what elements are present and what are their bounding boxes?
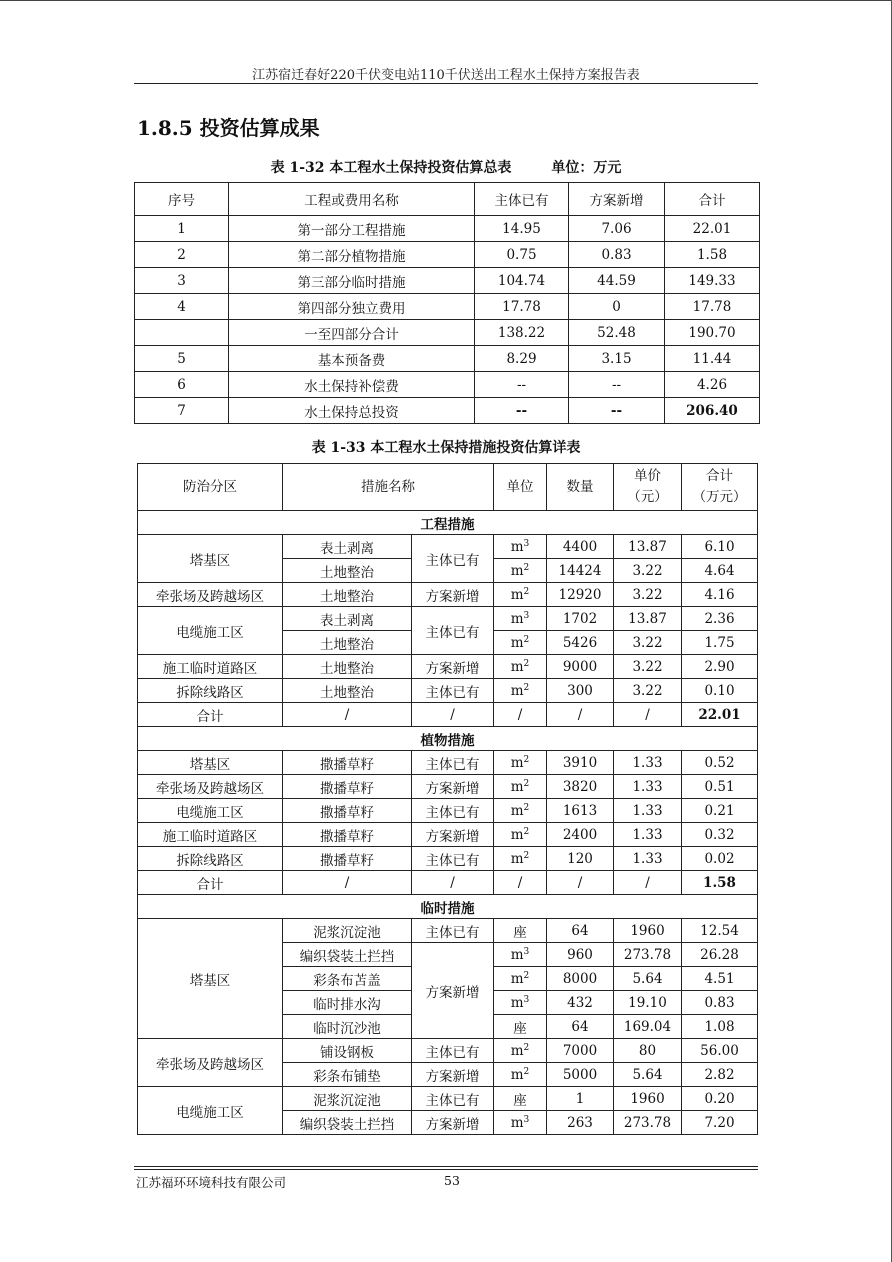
- unit-exponent: 2: [523, 970, 530, 981]
- total-cell: 0.20: [682, 1087, 758, 1111]
- table-row: [138, 775, 758, 799]
- column-header: 工程或费用名称: [229, 183, 475, 216]
- column-header: [682, 464, 758, 511]
- total-cell: 1.08: [682, 1015, 758, 1039]
- section-row: [138, 895, 758, 919]
- section-heading: 工程措施: [138, 511, 758, 535]
- unit-cell: [494, 607, 547, 631]
- table-cell: 17.78: [665, 294, 760, 320]
- measure-cell: 表土剥离: [283, 607, 412, 631]
- unit-exponent: 2: [523, 1066, 530, 1077]
- unit-exponent: 2: [523, 802, 530, 813]
- table-cell: 22.01: [665, 216, 760, 242]
- zone-cell: 电缆施工区: [138, 799, 283, 823]
- source-cell: 方案新增: [412, 655, 494, 679]
- total-cell: 0.52: [682, 751, 758, 775]
- qty-cell: 14424: [547, 559, 614, 583]
- column-header: [614, 464, 682, 511]
- measure-cell: 土地整治: [283, 679, 412, 703]
- table-row: [135, 242, 760, 268]
- source-cell: 主体已有: [412, 607, 494, 655]
- table-cell: --: [569, 398, 665, 424]
- unit-exponent: 2: [523, 562, 530, 573]
- measure-cell: 编织袋装土拦挡: [283, 1111, 412, 1135]
- table-row: [138, 751, 758, 775]
- table-cell: 一至四部分合计: [229, 320, 475, 346]
- table-cell: 1: [135, 216, 229, 242]
- price-cell: 3.22: [614, 655, 682, 679]
- price-cell: 3.22: [614, 631, 682, 655]
- price-cell: 80: [614, 1039, 682, 1063]
- unit-cell: [494, 751, 547, 775]
- slash-cell: /: [412, 871, 494, 895]
- source-cell: 方案新增: [412, 583, 494, 607]
- table-cell: --: [475, 398, 569, 424]
- unit-text: m: [510, 778, 524, 795]
- zone-cell: 电缆施工区: [138, 607, 283, 655]
- zone-cell: 牵张场及跨越场区: [138, 1039, 283, 1087]
- subtotal-label: 合计: [138, 703, 283, 727]
- table-cell: 第二部分植物措施: [229, 242, 475, 268]
- price-cell: 1.33: [614, 823, 682, 847]
- unit-cell: [494, 535, 547, 559]
- table-cell: 11.44: [665, 346, 760, 372]
- unit-text: m: [510, 634, 524, 651]
- unit-text: m: [510, 994, 524, 1011]
- qty-cell: 263: [547, 1111, 614, 1135]
- qty-cell: 3820: [547, 775, 614, 799]
- unit-exponent: 3: [523, 994, 530, 1005]
- source-cell: 主体已有: [412, 535, 494, 583]
- table-cell: --: [569, 372, 665, 398]
- price-cell: 273.78: [614, 943, 682, 967]
- measure-cell: 彩条布苫盖: [283, 967, 412, 991]
- qty-cell: 120: [547, 847, 614, 871]
- table-cell: 149.33: [665, 268, 760, 294]
- table-cell: 0: [569, 294, 665, 320]
- unit-text: m: [510, 826, 524, 843]
- price-cell: 1.33: [614, 751, 682, 775]
- unit-exponent: 2: [523, 778, 530, 789]
- column-header: 防治分区: [138, 464, 283, 511]
- table-row: [138, 607, 758, 631]
- qty-cell: 2400: [547, 823, 614, 847]
- price-cell: 3.22: [614, 559, 682, 583]
- footer-company: 江苏福环环境科技有限公司: [136, 1175, 287, 1190]
- total-cell: 0.02: [682, 847, 758, 871]
- table-cell: 水土保持总投资: [229, 398, 475, 424]
- qty-cell: 9000: [547, 655, 614, 679]
- unit-text: m: [510, 1066, 524, 1083]
- source-cell: 主体已有: [412, 919, 494, 943]
- unit-cell: 座: [494, 919, 547, 943]
- table-row: [138, 799, 758, 823]
- unit-exponent: 2: [523, 658, 530, 669]
- section-heading: 临时措施: [138, 895, 758, 919]
- unit-exponent: 3: [523, 946, 530, 957]
- table-cell: 52.48: [569, 320, 665, 346]
- footer-rule: [134, 1169, 758, 1170]
- slash-cell: /: [614, 871, 682, 895]
- zone-cell: 施工临时道路区: [138, 823, 283, 847]
- unit-cell: [494, 1111, 547, 1135]
- table-row: [135, 372, 760, 398]
- table-row: [138, 847, 758, 871]
- measure-cell: 撒播草籽: [283, 751, 412, 775]
- table-row: [135, 320, 760, 346]
- unit-cell: 座: [494, 1087, 547, 1111]
- price-cell: 1.33: [614, 847, 682, 871]
- qty-cell: 4400: [547, 535, 614, 559]
- slash-cell: /: [614, 703, 682, 727]
- source-cell: 主体已有: [412, 751, 494, 775]
- unit-text: m: [510, 658, 524, 675]
- unit-cell: [494, 583, 547, 607]
- qty-cell: 1: [547, 1087, 614, 1111]
- total-cell: 4.51: [682, 967, 758, 991]
- grand-total-cell: 206.40: [665, 398, 760, 424]
- table-row: [138, 679, 758, 703]
- source-cell: 方案新增: [412, 1111, 494, 1135]
- column-header: 单位: [494, 464, 547, 511]
- qty-cell: 5426: [547, 631, 614, 655]
- table-cell: [135, 320, 229, 346]
- qty-cell: 300: [547, 679, 614, 703]
- table-row: [135, 346, 760, 372]
- qty-cell: 64: [547, 1015, 614, 1039]
- source-cell: 方案新增: [412, 1063, 494, 1087]
- subtotal-row: [138, 703, 758, 727]
- measure-cell: 铺设钢板: [283, 1039, 412, 1063]
- zone-cell: 施工临时道路区: [138, 655, 283, 679]
- table-row: [138, 919, 758, 943]
- qty-cell: 5000: [547, 1063, 614, 1087]
- total-cell: 4.16: [682, 583, 758, 607]
- table-cell: 104.74: [475, 268, 569, 294]
- source-cell: 方案新增: [412, 943, 494, 1039]
- qty-cell: 3910: [547, 751, 614, 775]
- zone-cell: 塔基区: [138, 751, 283, 775]
- unit-exponent: 2: [523, 586, 530, 597]
- price-cell: 19.10: [614, 991, 682, 1015]
- unit-text: m: [510, 562, 524, 579]
- table-cell: 6: [135, 372, 229, 398]
- price-cell: 3.22: [614, 583, 682, 607]
- unit-cell: 座: [494, 1015, 547, 1039]
- source-cell: 主体已有: [412, 1087, 494, 1111]
- table-cell: 4: [135, 294, 229, 320]
- measure-cell: 土地整治: [283, 631, 412, 655]
- unit-exponent: 3: [523, 610, 530, 621]
- unit-text: m: [510, 538, 524, 555]
- total-cell: 0.32: [682, 823, 758, 847]
- unit-exponent: 2: [523, 1042, 530, 1053]
- table-cell: --: [475, 372, 569, 398]
- section-row: [138, 511, 758, 535]
- unit-cell: [494, 943, 547, 967]
- unit-exponent: 2: [523, 682, 530, 693]
- measure-cell: 临时沉沙池: [283, 1015, 412, 1039]
- qty-cell: 960: [547, 943, 614, 967]
- qty-cell: 64: [547, 919, 614, 943]
- table-row: [135, 216, 760, 242]
- table1-caption-text: 表 1-32 本工程水土保持投资估算总表: [270, 160, 512, 176]
- unit-cell: [494, 1039, 547, 1063]
- qty-cell: 12920: [547, 583, 614, 607]
- unit-cell: [494, 1063, 547, 1087]
- unit-cell: [494, 631, 547, 655]
- price-cell: 13.87: [614, 607, 682, 631]
- column-header: 序号: [135, 183, 229, 216]
- measure-cell: 撒播草籽: [283, 847, 412, 871]
- measure-cell: 表土剥离: [283, 535, 412, 559]
- unit-cell: [494, 655, 547, 679]
- table-row: [138, 1039, 758, 1063]
- measure-cell: 泥浆沉淀池: [283, 919, 412, 943]
- measure-cell: 彩条布铺垫: [283, 1063, 412, 1087]
- measure-cell: 土地整治: [283, 655, 412, 679]
- total-cell: 0.83: [682, 991, 758, 1015]
- measure-cell: 土地整治: [283, 583, 412, 607]
- qty-cell: 8000: [547, 967, 614, 991]
- table-cell: 1.58: [665, 242, 760, 268]
- measure-cell: 临时排水沟: [283, 991, 412, 1015]
- table-cell: 第一部分工程措施: [229, 216, 475, 242]
- unit-cell: [494, 991, 547, 1015]
- unit-text: m: [510, 754, 524, 771]
- table-row: [135, 294, 760, 320]
- unit-text: m: [510, 586, 524, 603]
- table1-caption: [134, 157, 758, 177]
- unit-cell: [494, 799, 547, 823]
- column-header: 方案新增: [569, 183, 665, 216]
- header-line: 单价: [634, 468, 661, 484]
- total-cell: 4.64: [682, 559, 758, 583]
- total-cell: 2.82: [682, 1063, 758, 1087]
- price-cell: 1.33: [614, 775, 682, 799]
- zone-cell: 塔基区: [138, 535, 283, 583]
- qty-cell: 7000: [547, 1039, 614, 1063]
- qty-cell: 1613: [547, 799, 614, 823]
- measure-cell: 编织袋装土拦挡: [283, 943, 412, 967]
- slash-cell: /: [283, 703, 412, 727]
- total-cell: 1.75: [682, 631, 758, 655]
- price-cell: 3.22: [614, 679, 682, 703]
- slash-cell: /: [547, 703, 614, 727]
- table-row: [138, 1087, 758, 1111]
- unit-exponent: 3: [523, 538, 530, 549]
- slash-cell: /: [547, 871, 614, 895]
- total-cell: 7.20: [682, 1111, 758, 1135]
- table-row: [138, 655, 758, 679]
- table-row: [135, 398, 760, 424]
- section-heading: 植物措施: [138, 727, 758, 751]
- table-cell: 8.29: [475, 346, 569, 372]
- table1-unit: 单位：万元: [551, 160, 622, 176]
- header-line: （万元）: [692, 489, 747, 505]
- zone-cell: 拆除线路区: [138, 847, 283, 871]
- table-cell: 7.06: [569, 216, 665, 242]
- table-row: [138, 823, 758, 847]
- measure-cell: 撒播草籽: [283, 823, 412, 847]
- subtotal-row: [138, 871, 758, 895]
- table-cell: 第四部分独立费用: [229, 294, 475, 320]
- unit-text: m: [510, 850, 524, 867]
- header-rule: [134, 83, 758, 84]
- source-cell: 方案新增: [412, 823, 494, 847]
- subtotal-value: 22.01: [682, 703, 758, 727]
- unit-text: m: [510, 682, 524, 699]
- measure-cell: 泥浆沉淀池: [283, 1087, 412, 1111]
- subtotal-value: 1.58: [682, 871, 758, 895]
- unit-exponent: 2: [523, 850, 530, 861]
- measure-cell: 撒播草籽: [283, 775, 412, 799]
- table-cell: 第三部分临时措施: [229, 268, 475, 294]
- table-header-row: [138, 464, 758, 511]
- price-cell: 273.78: [614, 1111, 682, 1135]
- price-cell: 1960: [614, 1087, 682, 1111]
- column-header: 措施名称: [283, 464, 494, 511]
- investment-summary-table: [134, 182, 760, 424]
- unit-text: m: [510, 1114, 524, 1131]
- table2-caption: 表 1-33 本工程水土保持措施投资估算详表: [311, 440, 581, 456]
- total-cell: 2.36: [682, 607, 758, 631]
- unit-text: m: [510, 970, 524, 987]
- price-cell: 13.87: [614, 535, 682, 559]
- table-cell: 水土保持补偿费: [229, 372, 475, 398]
- total-cell: 0.21: [682, 799, 758, 823]
- total-cell: 2.90: [682, 655, 758, 679]
- unit-exponent: 2: [523, 634, 530, 645]
- subtotal-label: 合计: [138, 871, 283, 895]
- investment-detail-table: [137, 463, 758, 1135]
- unit-text: m: [510, 946, 524, 963]
- table-cell: 17.78: [475, 294, 569, 320]
- table-header-row: [135, 183, 760, 216]
- page-top-border: [0, 0, 892, 1]
- running-header: 江苏宿迁春好220千伏变电站110千伏送出工程水土保持方案报告表: [252, 68, 640, 83]
- source-cell: 方案新增: [412, 775, 494, 799]
- zone-cell: 牵张场及跨越场区: [138, 775, 283, 799]
- price-cell: 5.64: [614, 967, 682, 991]
- slash-cell: /: [494, 871, 547, 895]
- table-cell: 7: [135, 398, 229, 424]
- unit-cell: [494, 679, 547, 703]
- total-cell: 6.10: [682, 535, 758, 559]
- measure-cell: 土地整治: [283, 559, 412, 583]
- table-cell: 3.15: [569, 346, 665, 372]
- zone-cell: 塔基区: [138, 919, 283, 1039]
- header-line: （元）: [627, 489, 668, 505]
- column-header: 主体已有: [475, 183, 569, 216]
- table-cell: 3: [135, 268, 229, 294]
- source-cell: 主体已有: [412, 1039, 494, 1063]
- zone-cell: 电缆施工区: [138, 1087, 283, 1135]
- table-cell: 14.95: [475, 216, 569, 242]
- unit-cell: [494, 775, 547, 799]
- page-number: 53: [444, 1173, 460, 1188]
- source-cell: 主体已有: [412, 799, 494, 823]
- qty-cell: 432: [547, 991, 614, 1015]
- total-cell: 12.54: [682, 919, 758, 943]
- table-cell: 0.75: [475, 242, 569, 268]
- unit-exponent: 3: [523, 1114, 530, 1125]
- price-cell: 169.04: [614, 1015, 682, 1039]
- table-row: [135, 268, 760, 294]
- footer-rule: [134, 1166, 758, 1167]
- table-cell: 5: [135, 346, 229, 372]
- measure-cell: 撒播草籽: [283, 799, 412, 823]
- slash-cell: /: [283, 871, 412, 895]
- section-title: 1.8.5 投资估算成果: [137, 116, 320, 140]
- slash-cell: /: [494, 703, 547, 727]
- table-cell: 138.22: [475, 320, 569, 346]
- zone-cell: 牵张场及跨越场区: [138, 583, 283, 607]
- unit-text: m: [510, 1042, 524, 1059]
- unit-cell: [494, 559, 547, 583]
- unit-exponent: 2: [523, 754, 530, 765]
- unit-text: m: [510, 802, 524, 819]
- unit-text: m: [510, 610, 524, 627]
- source-cell: 主体已有: [412, 847, 494, 871]
- unit-exponent: 2: [523, 826, 530, 837]
- zone-cell: 拆除线路区: [138, 679, 283, 703]
- total-cell: 0.10: [682, 679, 758, 703]
- total-cell: 0.51: [682, 775, 758, 799]
- unit-cell: [494, 823, 547, 847]
- unit-cell: [494, 967, 547, 991]
- section-row: [138, 727, 758, 751]
- table-cell: 190.70: [665, 320, 760, 346]
- unit-cell: [494, 847, 547, 871]
- source-cell: 主体已有: [412, 679, 494, 703]
- header-line: 合计: [706, 468, 733, 484]
- price-cell: 5.64: [614, 1063, 682, 1087]
- total-cell: 26.28: [682, 943, 758, 967]
- price-cell: 1960: [614, 919, 682, 943]
- table-cell: 44.59: [569, 268, 665, 294]
- table-cell: 2: [135, 242, 229, 268]
- qty-cell: 1702: [547, 607, 614, 631]
- table-cell: 0.83: [569, 242, 665, 268]
- slash-cell: /: [412, 703, 494, 727]
- table-row: [138, 583, 758, 607]
- price-cell: 1.33: [614, 799, 682, 823]
- table-cell: 4.26: [665, 372, 760, 398]
- column-header: 合计: [665, 183, 760, 216]
- table-row: [138, 535, 758, 559]
- table-cell: 基本预备费: [229, 346, 475, 372]
- total-cell: 56.00: [682, 1039, 758, 1063]
- column-header: 数量: [547, 464, 614, 511]
